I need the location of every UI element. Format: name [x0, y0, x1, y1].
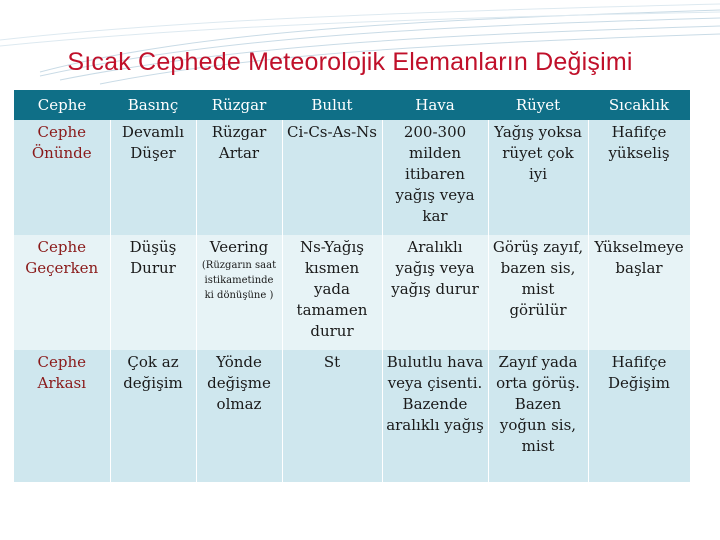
- table-cell: [196, 235, 282, 350]
- table-cell: Yükselmeye başlar: [588, 235, 690, 350]
- table-row: [14, 235, 690, 350]
- table-cell: Hafifçe yükseliş: [588, 120, 690, 235]
- page-title: Sıcak Cephede Meteorolojik Elemanların Değişimi: [67, 48, 633, 76]
- row-label: Cephe Arkası: [14, 350, 110, 482]
- table-header-row: [14, 90, 690, 120]
- header-cell: Basınç: [110, 90, 196, 120]
- table-cell: Rüzgar Artar: [196, 120, 282, 235]
- table-cell: Ci-Cs-As-Ns: [282, 120, 382, 235]
- header-cell: Rüyet: [488, 90, 588, 120]
- ruzgar-note: (Rüzgarın saat istikametinde ki dönüşüne ): [201, 260, 277, 301]
- table-cell: Düşüş Durur: [110, 235, 196, 350]
- header-cell: Bulut: [282, 90, 382, 120]
- weather-elements-table: [14, 90, 691, 482]
- header-cell: Sıcaklık: [588, 90, 690, 120]
- table-cell: Hafifçe Değişim: [588, 350, 690, 482]
- table-cell: Görüş zayıf, bazen sis, mist görülür: [488, 235, 588, 350]
- table-cell: Aralıklı yağış veya yağış durur: [382, 235, 488, 350]
- header-cell: Cephe: [14, 90, 110, 120]
- table-cell: Devamlı Düşer: [110, 120, 196, 235]
- table-cell: Çok az değişim: [110, 350, 196, 482]
- ruzgar-main: Veering: [209, 238, 269, 256]
- table-row: [14, 350, 690, 482]
- row-label: Cephe Geçerken: [14, 235, 110, 350]
- table-cell: Zayıf yada orta görüş. Bazen yoğun sis, mist: [488, 350, 588, 482]
- header-cell: Rüzgar: [196, 90, 282, 120]
- header-cell: Hava: [382, 90, 488, 120]
- table-row: [14, 120, 690, 235]
- table-cell: Ns-Yağış kısmen yada tamamen durur: [282, 235, 382, 350]
- table-cell: 200-300 milden itibaren yağış veya kar: [382, 120, 488, 235]
- table-cell: St: [282, 350, 382, 482]
- row-label: Cephe Önünde: [14, 120, 110, 235]
- table-cell: Yönde değişme olmaz: [196, 350, 282, 482]
- table-cell: Bulutlu hava veya çisenti. Bazende aralıklı yağış: [382, 350, 488, 482]
- table-cell: Yağış yoksa rüyet çok iyi: [488, 120, 588, 235]
